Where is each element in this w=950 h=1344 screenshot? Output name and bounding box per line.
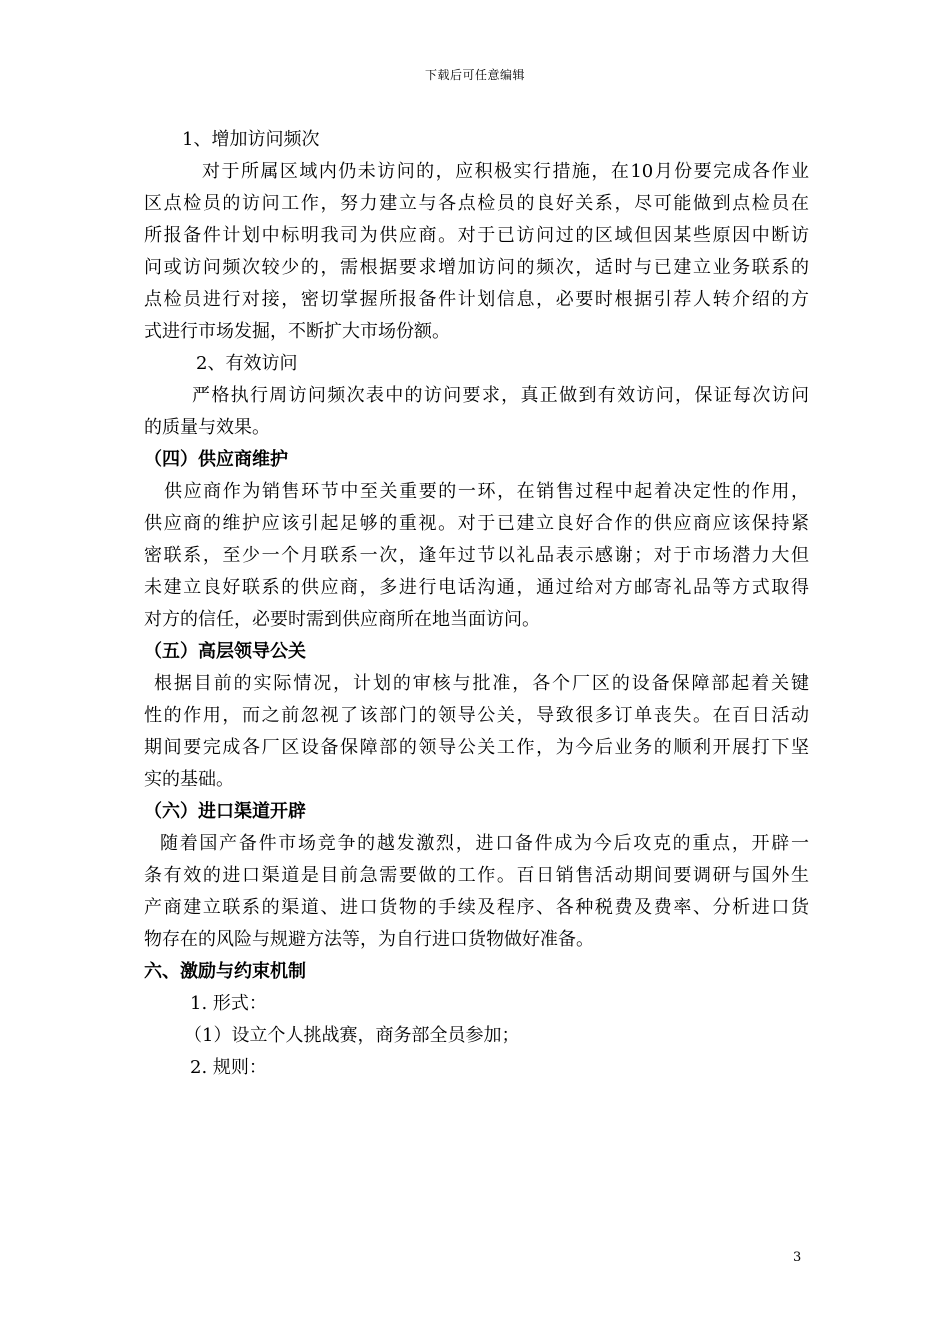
section-heading: 六、激励与约束机制: [144, 961, 306, 982]
text-line: 点检员进行对接，密切掌握所报备件计划信息，必要时根据引荐人转介绍的方: [144, 289, 809, 310]
text-line: 物存在的风险与规避方法等，为自行进口货物做好准备。: [144, 929, 594, 950]
text-line: 根据目前的实际情况，计划的审核与批准，各个厂区的设备保障部起着关键: [154, 673, 809, 694]
section-heading: （五）高层领导公关: [144, 641, 306, 662]
text-line: 实的基础。: [144, 769, 234, 790]
section-heading: （四）供应商维护: [144, 449, 288, 470]
text-line: 区点检员的访问工作，努力建立与各点检员的良好关系，尽可能做到点检员在: [144, 193, 809, 214]
text-line: 随着国产备件市场竞争的越发激烈，进口备件成为今后攻克的重点，开辟一: [160, 833, 809, 854]
text-line: 供应商作为销售环节中至关重要的一环，在销售过程中起着决定性的作用，: [164, 481, 809, 502]
text-line: 对方的信任，必要时需到供应商所在地当面访问。: [144, 609, 540, 630]
text-line: 供应商的维护应该引起足够的重视。对于已建立良好合作的供应商应该保持紧: [144, 513, 809, 534]
text-line: （1）设立个人挑战赛，商务部全员参加；: [184, 1025, 520, 1046]
text-line: 1、增加访问频次: [182, 129, 320, 150]
section-heading: （六）进口渠道开辟: [144, 801, 306, 822]
page-number: 3: [793, 1250, 802, 1265]
document-body: [144, 124, 809, 1084]
text-line: 2. 规则：: [190, 1057, 267, 1078]
text-line: 所报备件计划中标明我司为供应商。对于已访问过的区域但因某些原因中断访: [144, 225, 809, 246]
text-line: 未建立良好联系的供应商，多进行电话沟通，通过给对方邮寄礼品等方式取得: [144, 577, 809, 598]
page-header: 下载后可任意编辑: [424, 68, 525, 82]
text-line: 1. 形式：: [190, 993, 267, 1014]
text-line: 问或访问频次较少的，需根据要求增加访问的频次，适时与已建立业务联系的: [144, 257, 809, 278]
text-line: 性的作用，而之前忽视了该部门的领导公关，导致很多订单丧失。在百日活动: [144, 705, 809, 726]
text-line: 的质量与效果。: [144, 417, 270, 438]
text-line: 条有效的进口渠道是目前急需要做的工作。百日销售活动期间要调研与国外生: [144, 865, 809, 886]
text-line: 严格执行周访问频次表中的访问要求，真正做到有效访问，保证每次访问: [192, 385, 809, 406]
text-line: 产商建立联系的渠道、进口货物的手续及程序、各种税费及费率、分析进口货: [144, 897, 809, 918]
text-line: 对于所属区域内仍未访问的，应积极实行措施，在10月份要完成各作业: [202, 161, 809, 182]
text-line: 密联系，至少一个月联系一次，逢年过节以礼品表示感谢；对于市场潜力大但: [144, 545, 809, 566]
text-line: 2、有效访问: [196, 353, 298, 374]
text-line: 期间要完成各厂区设备保障部的领导公关工作，为今后业务的顺利开展打下坚: [144, 737, 809, 758]
text-line: 式进行市场发掘，不断扩大市场份额。: [144, 321, 450, 342]
